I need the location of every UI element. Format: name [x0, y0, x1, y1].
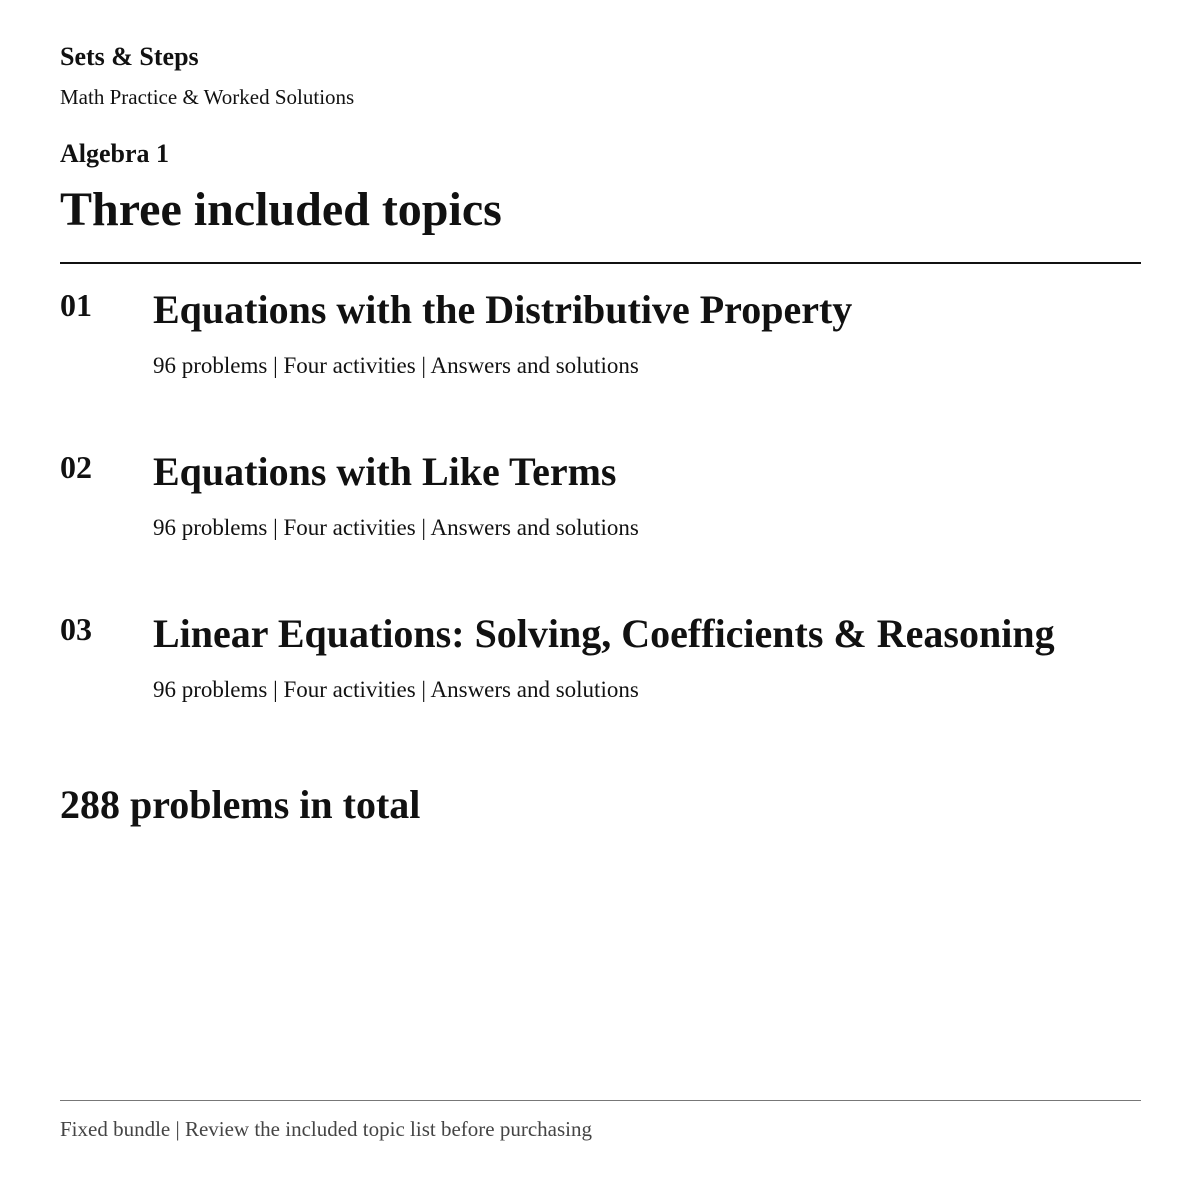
- footer-divider: [60, 1100, 1141, 1101]
- topic-title: Equations with Like Terms: [153, 449, 617, 494]
- topic-title: Equations with the Distributive Property: [153, 287, 853, 332]
- brand-tagline: Math Practice & Worked Solutions: [60, 85, 355, 109]
- topic-number: 01: [60, 287, 92, 323]
- page-title: Three included topics: [60, 183, 502, 236]
- topic-details: 96 problems | Four activities | Answers and solutions: [153, 515, 639, 540]
- topic-title: Linear Equations: Solving, Coefficients & Reasoning: [153, 611, 1055, 656]
- topic-details: 96 problems | Four activities | Answers and solutions: [153, 677, 639, 702]
- topic-details: 96 problems | Four activities | Answers and solutions: [153, 353, 639, 378]
- section-divider: [60, 262, 1141, 264]
- footer-note: Fixed bundle | Review the included topic list before purchasing: [60, 1117, 592, 1141]
- total-problems: 288 problems in total: [60, 782, 421, 827]
- brand-name: Sets & Steps: [60, 42, 199, 71]
- topic-number: 03: [60, 611, 92, 647]
- course-label: Algebra 1: [60, 139, 170, 168]
- topic-number: 02: [60, 449, 92, 485]
